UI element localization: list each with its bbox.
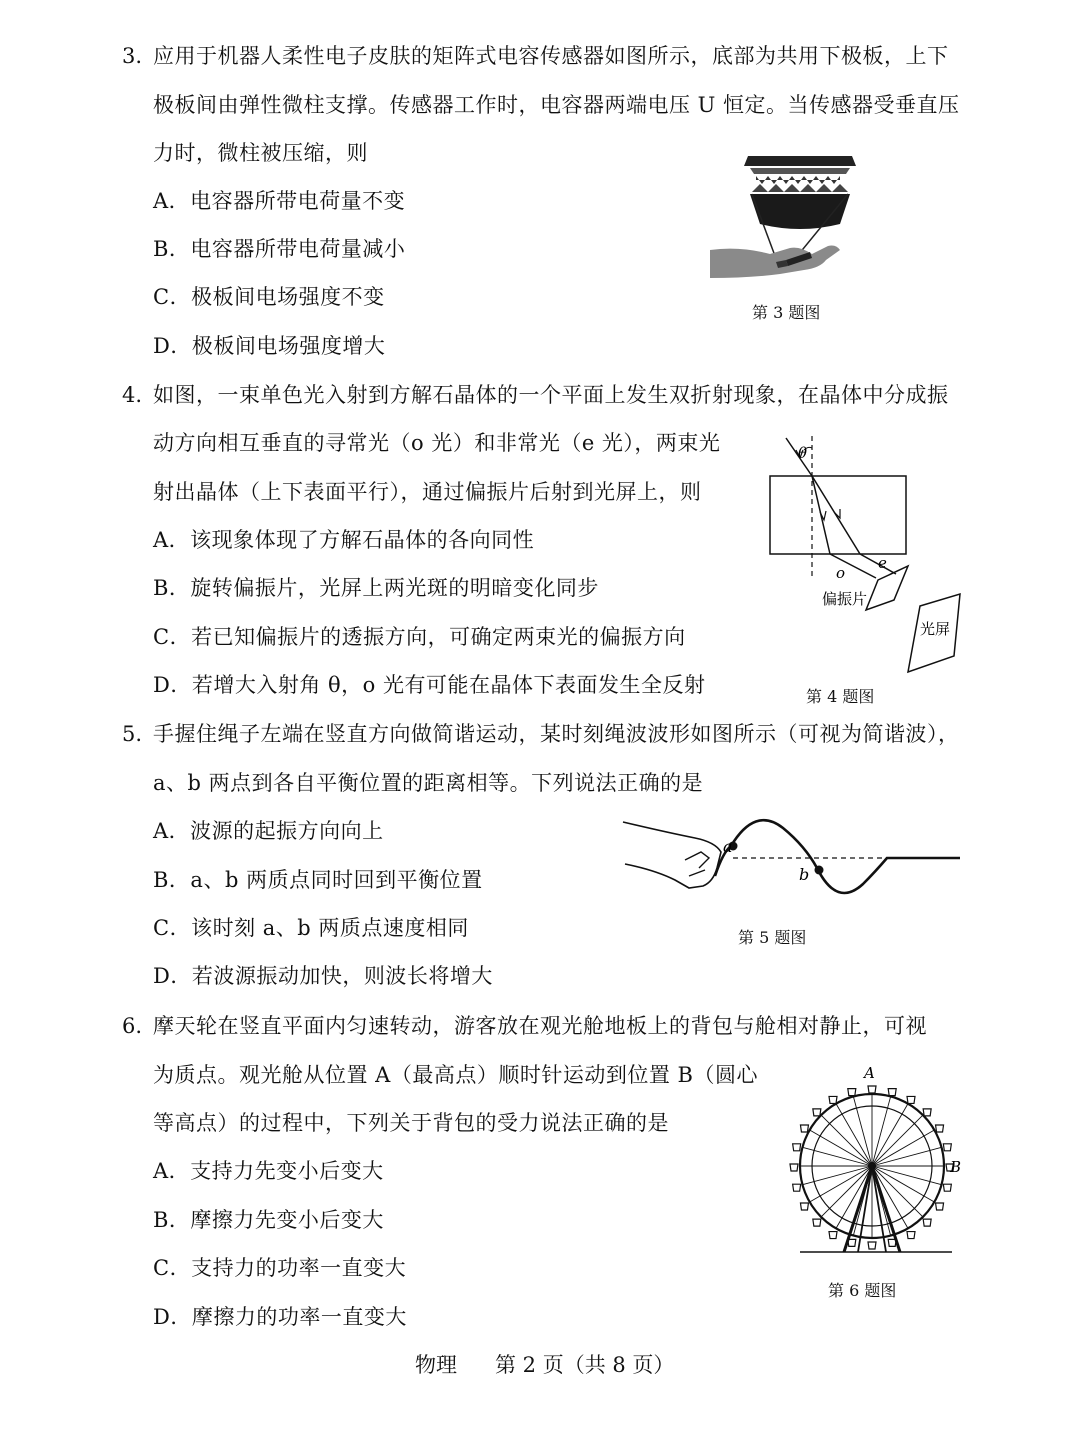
question-6-option-a: A．支持力先变小后变大 xyxy=(153,1159,384,1183)
question-6-number: 6. xyxy=(122,1014,143,1038)
capacitor-sensor-figure xyxy=(700,150,860,285)
figure-5-caption: 第 5 题图 xyxy=(738,928,807,947)
question-3-stem-line-3: 力时，微柱被压缩，则 xyxy=(153,141,368,165)
ferris-wheel-figure xyxy=(780,1062,980,1262)
point-a-label: a xyxy=(723,837,733,856)
angle-theta-label: θ xyxy=(798,444,808,462)
question-3-option-c: C．极板间电场强度不变 xyxy=(153,285,385,309)
question-6-option-c: C．支持力的功率一直变大 xyxy=(153,1256,407,1280)
figure-3-caption: 第 3 题图 xyxy=(752,303,821,322)
question-4-stem-line-3: 射出晶体（上下表面平行），通过偏振片后射到光屏上，则 xyxy=(153,480,702,504)
question-5-option-a: A．波源的起振方向向上 xyxy=(153,819,384,843)
question-3-option-b: B．电容器所带电荷量减小 xyxy=(153,237,406,261)
o-ray-label: o xyxy=(836,564,846,582)
question-5-option-b: B．a、b 两质点同时回到平衡位置 xyxy=(153,868,483,892)
question-6-stem-line-1: 摩天轮在竖直平面内匀速转动，游客放在观光舱地板上的背包与舱相对静止，可视 xyxy=(153,1014,927,1038)
point-b-label: b xyxy=(799,865,810,884)
question-5-number: 5. xyxy=(122,722,143,746)
footer-page-number: 第 2 页（共 8 页） xyxy=(495,1353,675,1377)
figure-6-caption: 第 6 题图 xyxy=(828,1281,897,1300)
question-3-stem-line-2: 极板间由弹性微柱支撑。传感器工作时，电容器两端电压 U 恒定。当传感器受垂直压 xyxy=(153,93,960,117)
birefringence-figure xyxy=(760,428,970,678)
position-b-label: B xyxy=(950,1158,962,1176)
question-6-option-d: D．摩擦力的功率一直变大 xyxy=(153,1305,407,1329)
question-5-stem-line-2: a、b 两点到各自平衡位置的距离相等。下列说法正确的是 xyxy=(153,771,704,795)
question-4-number: 4. xyxy=(122,383,143,407)
question-4-stem-line-2: 动方向相互垂直的寻常光（o 光）和非常光（e 光），两束光 xyxy=(153,431,721,455)
question-4-option-c: C．若已知偏振片的透振方向，可确定两束光的偏振方向 xyxy=(153,625,686,649)
question-6-option-b: B．摩擦力先变小后变大 xyxy=(153,1208,384,1232)
question-5-option-d: D．若波源振动加快，则波长将增大 xyxy=(153,964,493,988)
question-6-stem-line-2: 为质点。观光舱从位置 A（最高点）顺时针运动到位置 B（圆心 xyxy=(153,1063,758,1087)
figure-4-caption: 第 4 题图 xyxy=(806,687,875,706)
question-4-option-b: B．旋转偏振片，光屏上两光斑的明暗变化同步 xyxy=(153,576,599,600)
question-5-option-c: C．该时刻 a、b 两质点速度相同 xyxy=(153,916,469,940)
screen-label: 光屏 xyxy=(920,620,951,638)
question-4-stem-line-1: 如图，一束单色光入射到方解石晶体的一个平面上发生双折射现象，在晶体中分成振 xyxy=(153,383,949,407)
rope-wave-figure xyxy=(605,812,965,912)
question-3-option-d: D．极板间电场强度增大 xyxy=(153,334,386,358)
point-b-marker xyxy=(815,866,824,875)
question-4-option-d: D．若增大入射角 θ，o 光有可能在晶体下表面发生全反射 xyxy=(153,673,706,697)
question-4-option-a: A．该现象体现了方解石晶体的各向同性 xyxy=(153,528,535,552)
page-footer xyxy=(415,1352,674,1378)
e-ray-label: e xyxy=(878,554,887,572)
question-3-stem-line-1: 应用于机器人柔性电子皮肤的矩阵式电容传感器如图所示，底部为共用下极板，上下 xyxy=(153,44,949,68)
question-3-number: 3. xyxy=(122,44,143,68)
position-a-label: A xyxy=(864,1064,875,1082)
footer-subject: 物理 xyxy=(415,1353,457,1377)
polarizer-label: 偏振片 xyxy=(822,590,868,608)
question-3-option-a: A．电容器所带电荷量不变 xyxy=(153,189,406,213)
question-5-stem-line-1: 手握住绳子左端在竖直方向做简谐运动，某时刻绳波波形如图所示（可视为简谐波）， xyxy=(153,722,960,746)
question-6-stem-line-3: 等高点）的过程中，下列关于背包的受力说法正确的是 xyxy=(153,1111,669,1135)
